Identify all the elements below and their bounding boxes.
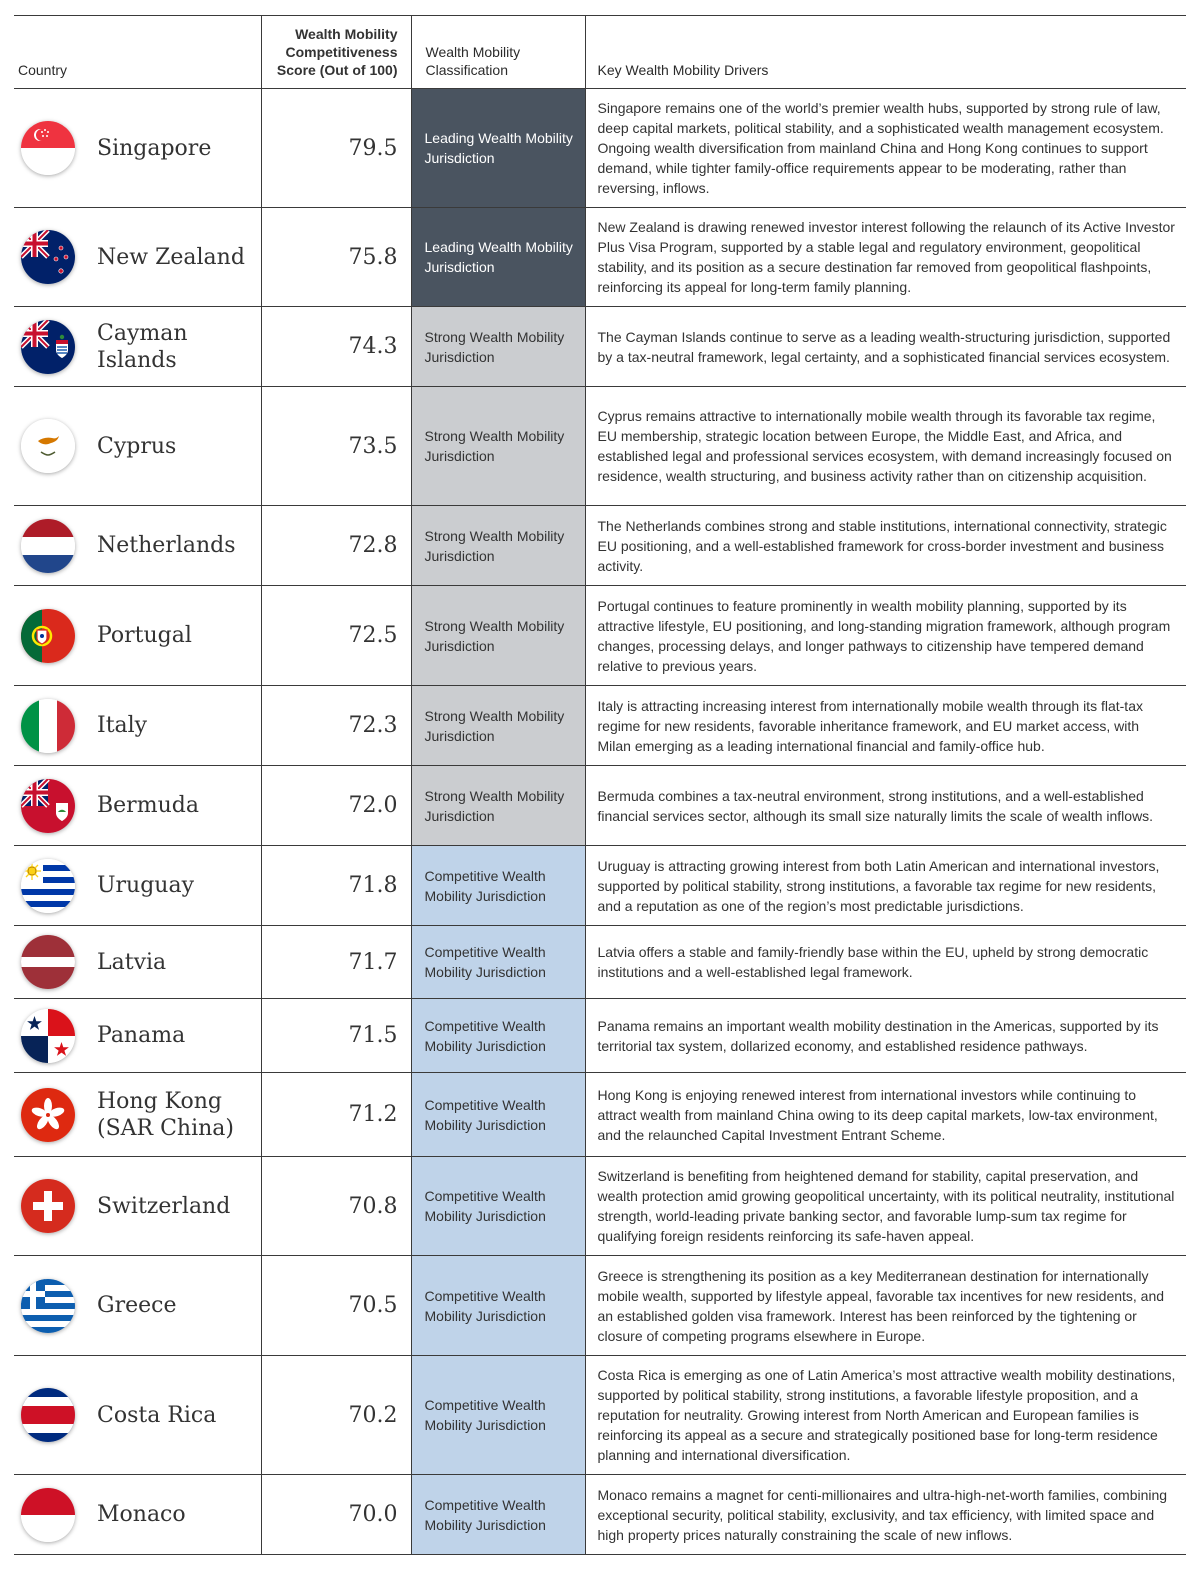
country-name: Latvia bbox=[97, 949, 167, 975]
score-cell: 71.7 bbox=[261, 926, 411, 999]
classification-cell: Competitive Wealth Mobility Jurisdiction bbox=[411, 846, 585, 926]
drivers-cell: Costa Rica is emerging as one of Latin America’s most attractive wealth mobility destinations, supported by political stability, strong institutions, a favorable lifestyle proposition, and a reputation for neutrality. Growing interest from North American and European families is reinforcing its appeal as a secure and strategically positioned base for long-term residence planning and international diversification. bbox=[585, 1356, 1186, 1475]
country-name: Italy bbox=[97, 713, 148, 738]
wealth-mobility-table bbox=[14, 15, 1186, 1555]
classification-cell: Competitive Wealth Mobility Jurisdiction bbox=[411, 1157, 585, 1256]
classification-cell: Strong Wealth Mobility Jurisdiction bbox=[411, 766, 585, 846]
drivers-cell: Portugal continues to feature prominently in wealth mobility planning, supported by its attractive lifestyle, EU positioning, and long-standing migration framework, although program changes, processing delays, and longer pathways to citizenship have tempered demand relative to previous years. bbox=[585, 586, 1186, 686]
classification-cell: Strong Wealth Mobility Jurisdiction bbox=[411, 586, 585, 686]
country-cell bbox=[14, 926, 261, 999]
score-cell: 72.8 bbox=[261, 506, 411, 586]
drivers-cell: Italy is attracting increasing interest from internationally mobile wealth through its flat-tax regime for new residents, favorable inheritance framework, and EU market access, with Milan emerging as a leading international financial and family-office hub. bbox=[585, 686, 1186, 766]
country-label bbox=[14, 419, 261, 473]
country-label bbox=[14, 121, 261, 175]
score-cell: 70.5 bbox=[261, 1256, 411, 1356]
drivers-cell: Cyprus remains attractive to internationally mobile wealth through its favorable tax regime, EU membership, strategic location between Europe, the Middle East, and Africa, and established legal and professional services ecosystem, with demand increasingly focused on residence, wealth structuring, and business activity rather than on citizenship acquisition. bbox=[585, 387, 1186, 506]
country-cell bbox=[14, 1256, 261, 1356]
country-cell bbox=[14, 766, 261, 846]
classification-cell: Competitive Wealth Mobility Jurisdiction bbox=[411, 999, 585, 1073]
classification-cell: Competitive Wealth Mobility Jurisdiction bbox=[411, 1475, 585, 1555]
drivers-cell: The Cayman Islands continue to serve as a leading wealth-structuring jurisdiction, supported by a tax-neutral framework, legal certainty, and a sophisticated financial services ecosystem. bbox=[585, 307, 1186, 387]
drivers-cell: Panama remains an important wealth mobility destination in the Americas, supported by its territorial tax system, dollarized economy, and established residence pathways. bbox=[585, 999, 1186, 1073]
table-row bbox=[14, 1256, 1186, 1356]
score-cell: 71.8 bbox=[261, 846, 411, 926]
hong-kong-flag-icon bbox=[21, 1088, 75, 1142]
country-cell bbox=[14, 1073, 261, 1157]
country-cell bbox=[14, 208, 261, 307]
country-label bbox=[14, 230, 261, 284]
table-body bbox=[14, 89, 1186, 1555]
drivers-cell: Switzerland is benefiting from heightened demand for stability, capital preservation, and wealth protection amid growing geopolitical uncertainty, with its political neutrality, institutional strength, world-leading private banking sector, and favorable lump-sum tax regime for qualifying foreign residents reinforcing its safe-haven appeal. bbox=[585, 1157, 1186, 1256]
country-cell bbox=[14, 999, 261, 1073]
score-cell: 79.5 bbox=[261, 89, 411, 208]
portugal-flag-icon bbox=[21, 609, 75, 663]
score-cell: 75.8 bbox=[261, 208, 411, 307]
netherlands-flag-icon bbox=[21, 519, 75, 573]
drivers-cell: New Zealand is drawing renewed investor interest following the relaunch of its Active Investor Plus Visa Program, supported by a stable legal and regulatory environment, geopolitical stability, and its position as a secure destination far removed from geopolitical flashpoints, reinforcing its appeal for long-term family planning. bbox=[585, 208, 1186, 307]
score-cell: 70.0 bbox=[261, 1475, 411, 1555]
table-row bbox=[14, 926, 1186, 999]
country-cell bbox=[14, 387, 261, 506]
drivers-cell: Monaco remains a magnet for centi-millionaires and ultra-high-net-worth families, combining exceptional security, political stability, exclusivity, and tax efficiency, with limited space and high property prices naturally constraining the scale of new inflows. bbox=[585, 1475, 1186, 1555]
country-name: Switzerland bbox=[97, 1193, 231, 1219]
header-country: Country bbox=[14, 16, 261, 89]
panama-flag-icon bbox=[21, 1009, 75, 1063]
uruguay-flag-icon bbox=[21, 859, 75, 913]
drivers-cell: Hong Kong is enjoying renewed interest from international investors while continuing to attract wealth from mainland China owing to its deep capital markets, low-tax environment, and the relaunched Capital Investment Entrant Scheme. bbox=[585, 1073, 1186, 1157]
bermuda-flag-icon bbox=[21, 779, 75, 833]
classification-cell: Leading Wealth Mobility Jurisdiction bbox=[411, 208, 585, 307]
table-row bbox=[14, 846, 1186, 926]
country-name: Netherlands bbox=[97, 533, 236, 558]
country-label bbox=[14, 699, 261, 753]
header-classification: Wealth Mobility Classification bbox=[411, 16, 585, 89]
switzerland-flag-icon bbox=[21, 1179, 75, 1233]
country-name: Bermuda bbox=[97, 793, 199, 818]
country-name: Singapore bbox=[97, 135, 212, 161]
score-cell: 71.2 bbox=[261, 1073, 411, 1157]
country-cell bbox=[14, 1157, 261, 1256]
country-cell bbox=[14, 846, 261, 926]
table-row bbox=[14, 586, 1186, 686]
table-row bbox=[14, 1356, 1186, 1475]
country-label bbox=[14, 320, 261, 374]
table-row bbox=[14, 999, 1186, 1073]
country-name: Cyprus bbox=[97, 433, 177, 459]
country-label bbox=[14, 1279, 261, 1333]
header-score: Wealth Mobility Competitiveness Score (Out of 100) bbox=[261, 16, 411, 89]
classification-cell: Competitive Wealth Mobility Jurisdiction bbox=[411, 926, 585, 999]
country-label bbox=[14, 859, 261, 913]
country-cell bbox=[14, 1356, 261, 1475]
monaco-flag-icon bbox=[21, 1488, 75, 1542]
score-cell: 74.3 bbox=[261, 307, 411, 387]
country-cell bbox=[14, 89, 261, 208]
table-row bbox=[14, 208, 1186, 307]
drivers-cell: Greece is strengthening its position as a key Mediterranean destination for internationally mobile wealth, supported by lifestyle appeal, favorable tax incentives for new residents, and an established golden visa framework. Interest has been reinforced by the tightening or closure of competing programs elsewhere in Europe. bbox=[585, 1256, 1186, 1356]
score-cell: 72.0 bbox=[261, 766, 411, 846]
country-name: Monaco bbox=[97, 1502, 186, 1527]
country-label bbox=[14, 519, 261, 573]
classification-cell: Strong Wealth Mobility Jurisdiction bbox=[411, 506, 585, 586]
country-cell bbox=[14, 686, 261, 766]
score-cell: 70.8 bbox=[261, 1157, 411, 1256]
drivers-cell: Singapore remains one of the world’s premier wealth hubs, supported by strong rule of law, deep capital markets, political stability, and a sophisticated wealth management ecosystem. Ongoing wealth diversification from mainland China and Hong Kong continues to support demand, while tighter family-office requirements appear to be moderating, rather than reversing, inflows. bbox=[585, 89, 1186, 208]
costa-rica-flag-icon bbox=[21, 1388, 75, 1442]
classification-cell: Strong Wealth Mobility Jurisdiction bbox=[411, 307, 585, 387]
drivers-cell: Bermuda combines a tax-neutral environment, strong institutions, and a well-established financial services sector, although its small size naturally limits the scale of wealth inflows. bbox=[585, 766, 1186, 846]
drivers-cell: The Netherlands combines strong and stable institutions, international connectivity, strategic EU positioning, and a well-established framework for cross-border investment and business activity. bbox=[585, 506, 1186, 586]
country-name: Greece bbox=[97, 1293, 177, 1318]
country-cell bbox=[14, 586, 261, 686]
table-row bbox=[14, 89, 1186, 208]
header-row bbox=[14, 16, 1186, 89]
classification-cell: Competitive Wealth Mobility Jurisdiction bbox=[411, 1256, 585, 1356]
score-cell: 71.5 bbox=[261, 999, 411, 1073]
header-drivers: Key Wealth Mobility Drivers bbox=[585, 16, 1186, 89]
country-label bbox=[14, 609, 261, 663]
country-label bbox=[14, 935, 261, 989]
score-cell: 72.3 bbox=[261, 686, 411, 766]
drivers-cell: Latvia offers a stable and family-friendly base within the EU, upheld by strong democratic institutions and a well-established legal framework. bbox=[585, 926, 1186, 999]
score-cell: 72.5 bbox=[261, 586, 411, 686]
country-name: Costa Rica bbox=[97, 1402, 217, 1428]
table-row bbox=[14, 506, 1186, 586]
country-label bbox=[14, 1088, 261, 1142]
table-row bbox=[14, 307, 1186, 387]
country-name: New Zealand bbox=[97, 244, 245, 270]
country-name: Cayman Islands bbox=[97, 320, 188, 373]
table-row bbox=[14, 387, 1186, 506]
country-cell bbox=[14, 506, 261, 586]
country-label bbox=[14, 1179, 261, 1233]
table-row bbox=[14, 766, 1186, 846]
wealth-mobility-table-container bbox=[14, 15, 1186, 1555]
cayman-islands-flag-icon bbox=[21, 320, 75, 374]
new-zealand-flag-icon bbox=[21, 230, 75, 284]
cyprus-flag-icon bbox=[21, 419, 75, 473]
italy-flag-icon bbox=[21, 699, 75, 753]
table-row bbox=[14, 1157, 1186, 1256]
classification-cell: Competitive Wealth Mobility Jurisdiction bbox=[411, 1356, 585, 1475]
classification-cell: Strong Wealth Mobility Jurisdiction bbox=[411, 387, 585, 506]
country-name: Hong Kong (SAR China) bbox=[97, 1088, 235, 1141]
country-name: Portugal bbox=[97, 623, 192, 648]
table-row bbox=[14, 1073, 1186, 1157]
table-row bbox=[14, 686, 1186, 766]
classification-cell: Leading Wealth Mobility Jurisdiction bbox=[411, 89, 585, 208]
greece-flag-icon bbox=[21, 1279, 75, 1333]
score-cell: 73.5 bbox=[261, 387, 411, 506]
singapore-flag-icon bbox=[21, 121, 75, 175]
table-header bbox=[14, 16, 1186, 89]
country-label bbox=[14, 779, 261, 833]
country-label bbox=[14, 1388, 261, 1442]
country-label bbox=[14, 1488, 261, 1542]
country-name: Panama bbox=[97, 1023, 186, 1048]
classification-cell: Strong Wealth Mobility Jurisdiction bbox=[411, 686, 585, 766]
country-cell bbox=[14, 307, 261, 387]
country-name: Uruguay bbox=[97, 873, 195, 898]
country-cell bbox=[14, 1475, 261, 1555]
drivers-cell: Uruguay is attracting growing interest from both Latin American and international investors, supported by political stability, strong institutions, a favorable tax regime for new residents, and a reputation as one of the region’s most predictable jurisdictions. bbox=[585, 846, 1186, 926]
country-label bbox=[14, 1009, 261, 1063]
latvia-flag-icon bbox=[21, 935, 75, 989]
classification-cell: Competitive Wealth Mobility Jurisdiction bbox=[411, 1073, 585, 1157]
score-cell: 70.2 bbox=[261, 1356, 411, 1475]
table-row bbox=[14, 1475, 1186, 1555]
